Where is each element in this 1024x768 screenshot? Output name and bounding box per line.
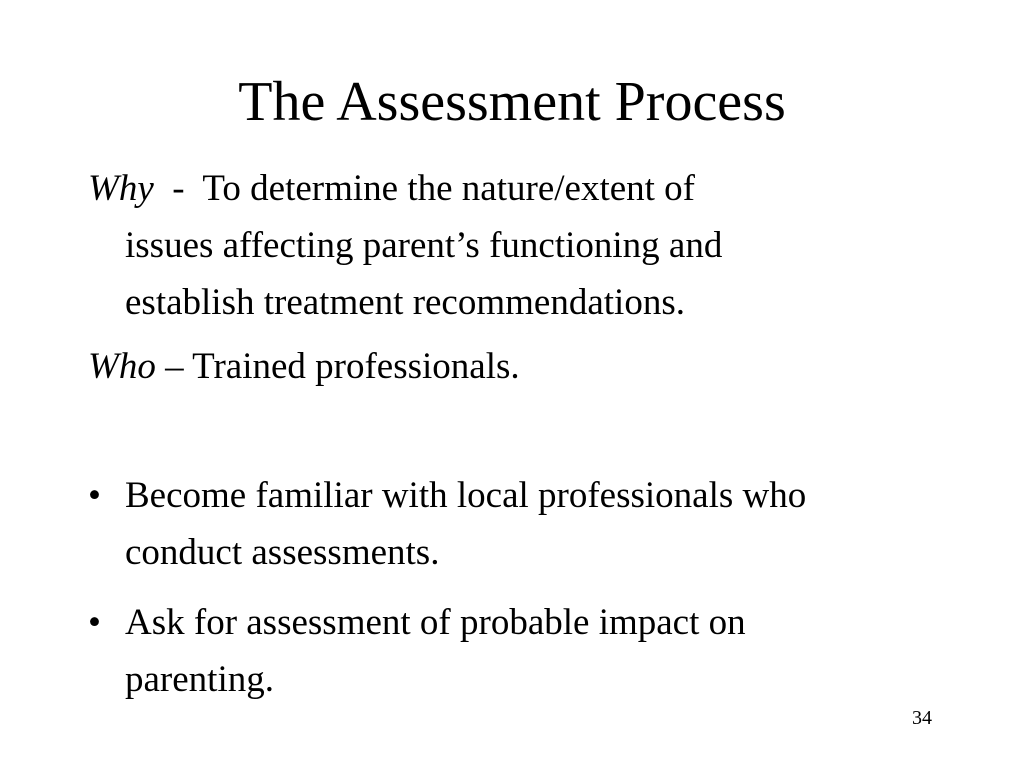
why-paragraph	[88, 160, 948, 331]
bullet-item	[88, 594, 968, 708]
why-line-1	[88, 160, 948, 217]
page-number: 34	[912, 707, 932, 729]
slide-title: The Assessment Process	[238, 71, 786, 133]
why-term: Why	[88, 168, 154, 209]
why-separator: -	[153, 168, 203, 209]
bullet-item	[88, 467, 968, 581]
why-line-3: establish treatment recommendations.	[125, 282, 685, 323]
who-text: Trained professionals.	[192, 346, 520, 387]
who-separator: –	[155, 346, 193, 387]
bullet-list	[88, 467, 968, 721]
bullet-text-line: conduct assessments.	[125, 532, 440, 573]
who-paragraph	[88, 338, 948, 395]
who-line	[88, 338, 948, 395]
who-term: Who	[88, 346, 156, 387]
bullet-text-line: Ask for assessment of probable impact on	[125, 602, 746, 643]
bullet-text-line: Become familiar with local professionals who	[125, 475, 807, 516]
bullet-icon: •	[88, 475, 101, 516]
why-text-1: To determine the nature/extent of	[202, 168, 696, 209]
bullet-text-line: parenting.	[125, 659, 274, 700]
why-line-2: issues affecting parent’s functioning and	[125, 225, 723, 266]
bullet-icon: •	[88, 602, 101, 643]
